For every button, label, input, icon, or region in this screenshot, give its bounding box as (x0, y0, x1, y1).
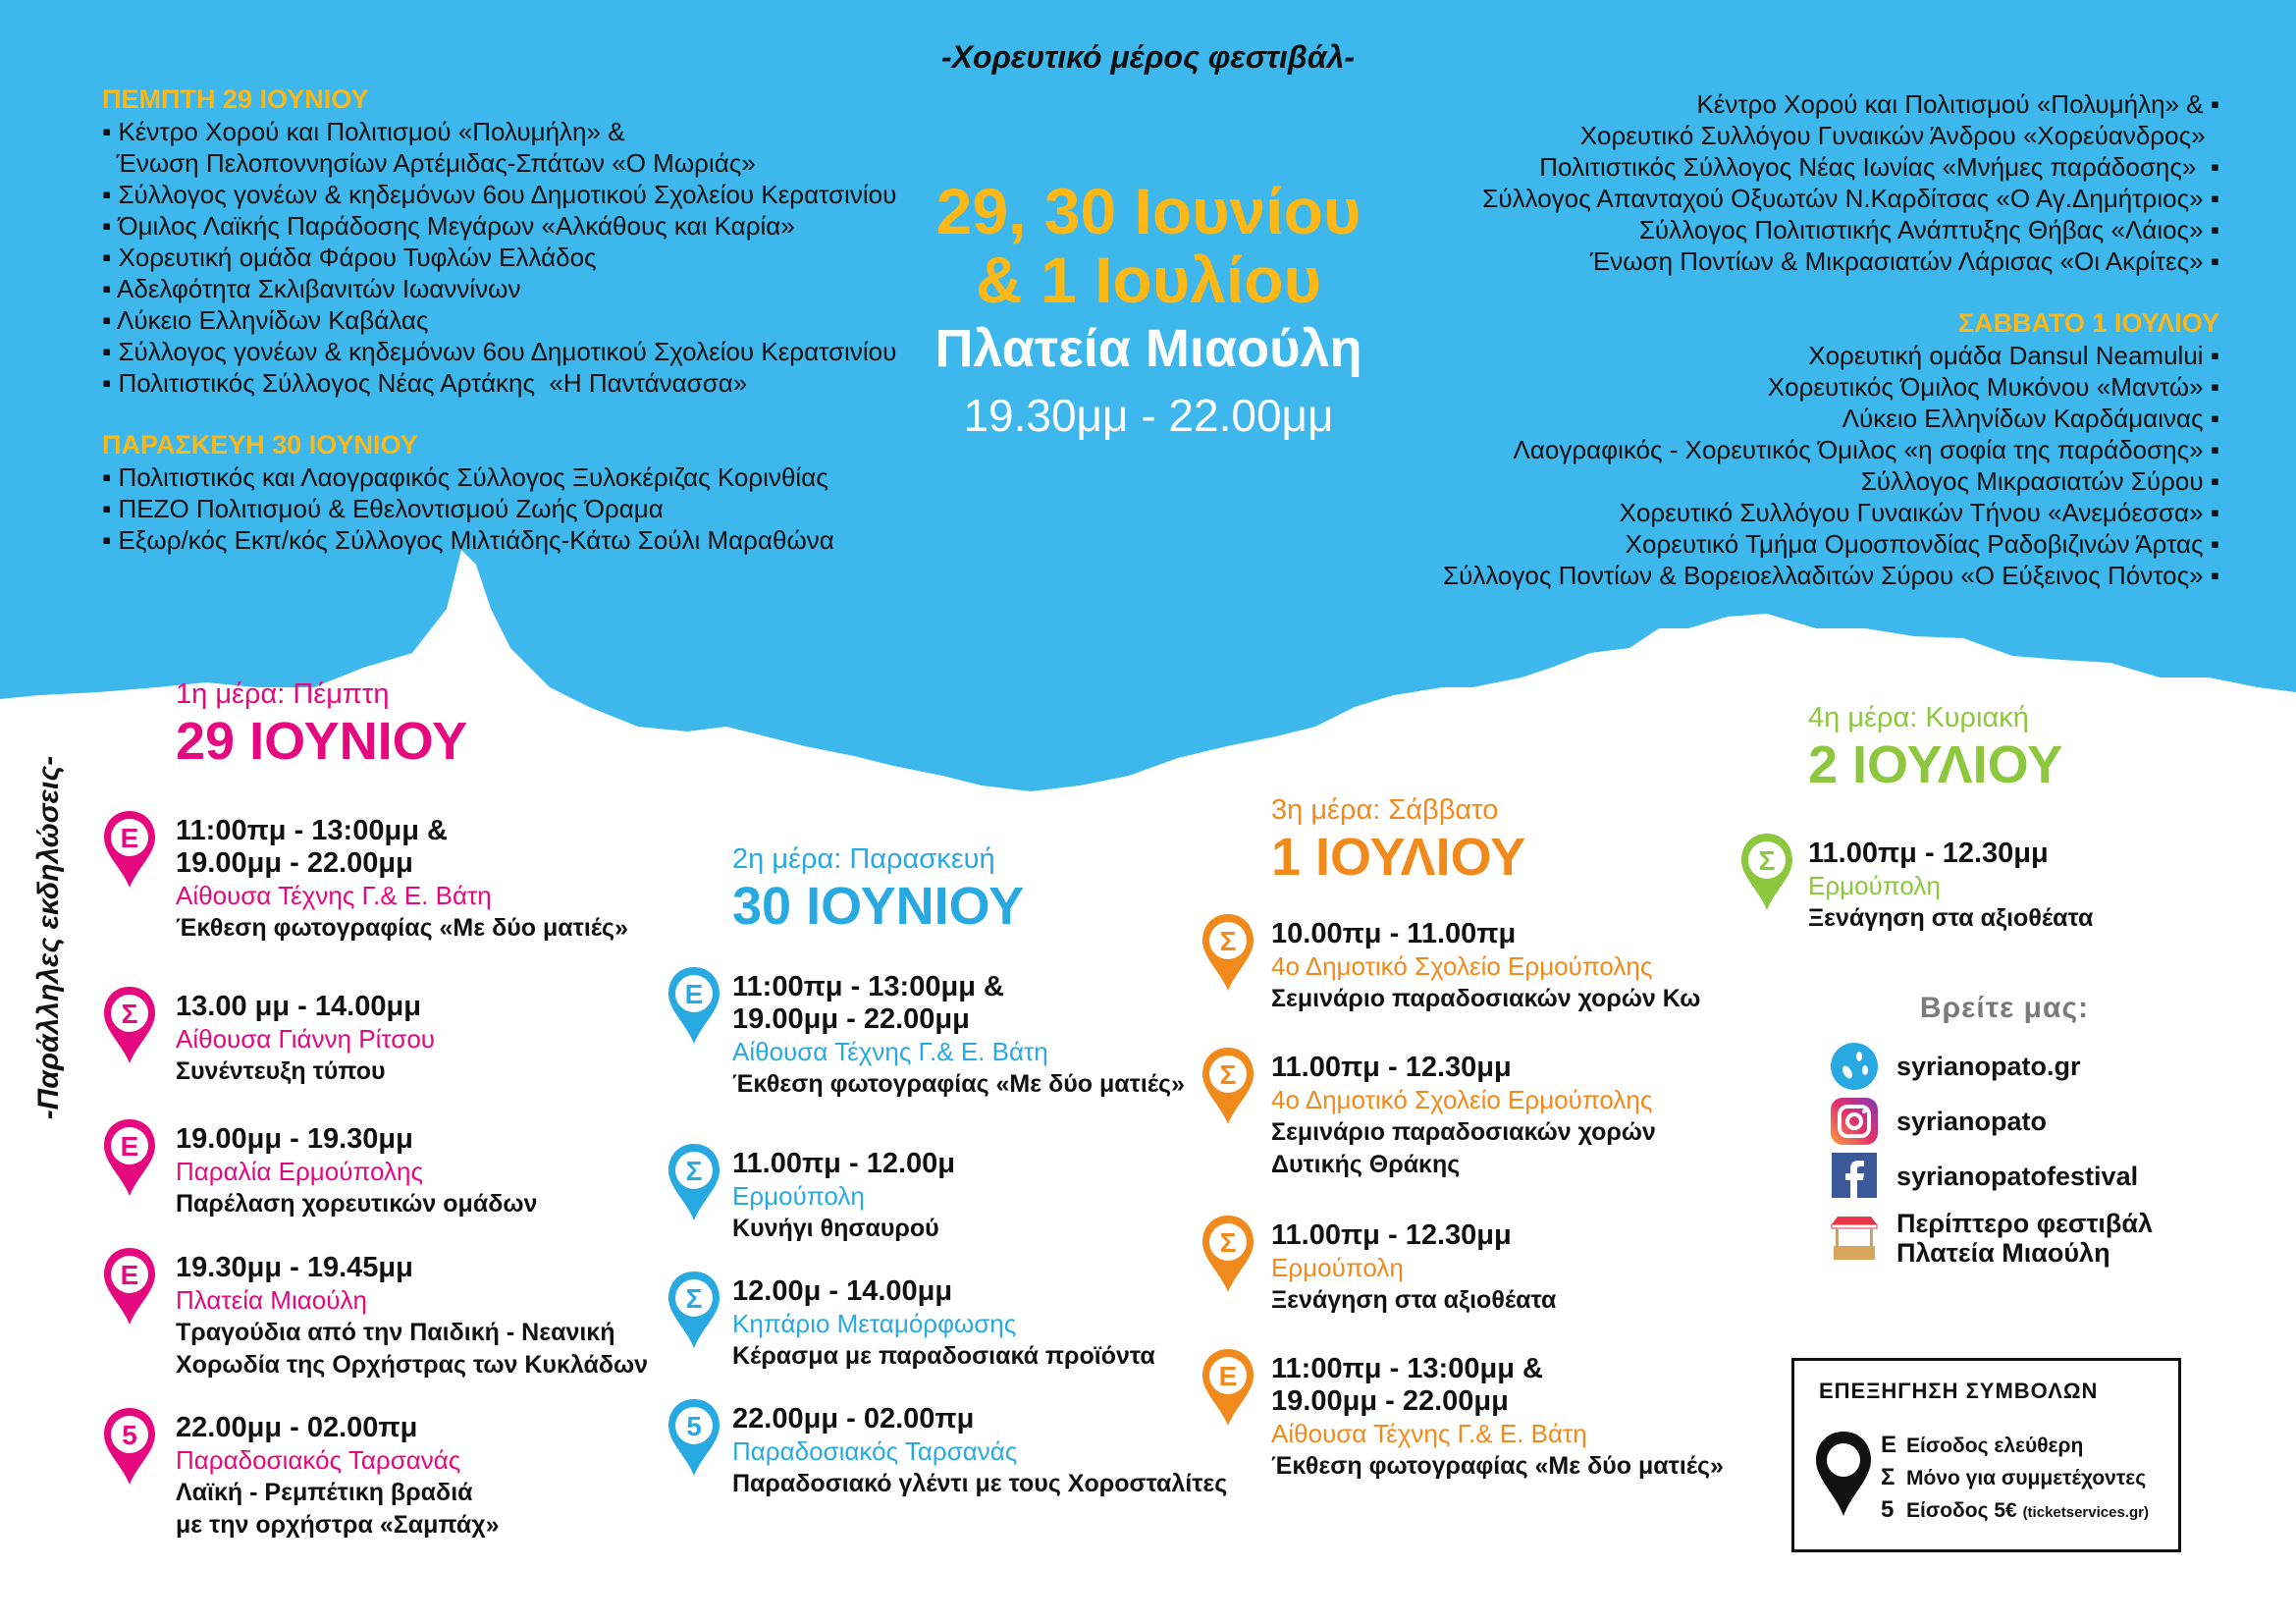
svg-text:Σ: Σ (1219, 1227, 1237, 1258)
event-venue: Παραδοσιακός Ταρσανάς (732, 1436, 1018, 1466)
legend-text: Είσοδος 5€ (1906, 1499, 2017, 1522)
event-venue: Αίθουσα Τέχνης Γ.& Ε. Βάτη (176, 881, 492, 910)
event-venue: Παραδοσιακός Ταρσανάς (176, 1445, 461, 1475)
map-pin-icon (1814, 1430, 1873, 1518)
event-description: Έκθεση φωτογραφίας «Με δύο ματιές» (732, 1070, 1185, 1098)
participant-item: ▪ Λύκειο Ελληνίδων Καβάλας (102, 305, 429, 335)
ticket-pin-icon (102, 1406, 157, 1487)
event-time: 19.00μμ - 22.00μμ (176, 847, 413, 879)
event-description: Λαϊκή - Ρεμπέτικη βραδιά (176, 1479, 473, 1506)
event-item (732, 1275, 1155, 1373)
event-item (1271, 1052, 1656, 1181)
symbols-legend (1791, 1358, 2181, 1552)
free-entry-pin-icon (102, 1246, 157, 1326)
event-description: Έκθεση φωτογραφίας «Με δύο ματιές» (176, 914, 628, 942)
svg-text:5: 5 (122, 1420, 137, 1450)
event-time: 19.30μμ - 19.45μμ (176, 1252, 413, 1283)
participants-only-pin-icon (667, 1142, 721, 1222)
event-time: 11.00πμ - 12.00μ (732, 1148, 956, 1179)
event-item (1271, 1353, 1724, 1483)
participant-item: Ένωση Πελοποννησίων Αρτέμιδας-Σπάτων «Ο Μωριάς» (102, 148, 756, 178)
event-item (1271, 1219, 1556, 1317)
thursday-header: ΠΕΜΠΤΗ 29 ΙΟΥΝΙΟΥ (102, 84, 369, 114)
event-description: Σεμινάριο παραδοσιακών χορών Κω (1271, 985, 1701, 1012)
friday-header: ΠΑΡΑΣΚΕΥΗ 30 ΙΟΥΝΙΟΥ (102, 430, 418, 460)
event-time: 19.00μμ - 22.00μμ (1271, 1385, 1509, 1417)
legend-note: (ticketservices.gr) (2022, 1504, 2149, 1521)
dates-line-1: 29, 30 Ιουνίου (935, 175, 1362, 247)
find-us-label-line: syrianopato.gr (1896, 1052, 2081, 1081)
day-label: 2η μέρα: Παρασκευή (732, 843, 995, 875)
participant-item: Χορευτική ομάδα Dansul Neamului ▪ (1808, 341, 2219, 370)
free-entry-pin-icon (102, 809, 157, 890)
event-time: 19.00μμ - 22.00μμ (732, 1003, 970, 1035)
event-time: 11:00πμ - 13:00μμ & (176, 815, 448, 846)
dates-line-2: & 1 Ιουλίου (976, 244, 1321, 316)
day-header (1808, 701, 2062, 795)
event-description: Παρέλαση χορευτικών ομάδων (176, 1190, 538, 1218)
event-venue: Αίθουσα Τέχνης Γ.& Ε. Βάτη (1271, 1419, 1587, 1448)
main-event-info (883, 177, 1414, 448)
event-time: 22.00μμ - 02.00πμ (732, 1403, 975, 1435)
participant-item: ▪ ΠΕΖΟ Πολιτισμού & Εθελοντισμού Ζωής Όραμα (102, 494, 664, 523)
participant-item: ▪ Όμιλος Λαϊκής Παράδοσης Μεγάρων «Αλκάθους και Καρία» (102, 211, 795, 241)
legend-symbol: 5 (1881, 1496, 1895, 1523)
parallel-events-title (20, 731, 79, 1144)
event-time: 19.00μμ - 19.30μμ (176, 1123, 413, 1155)
find-us-item[interactable] (1828, 1149, 2181, 1204)
participants-only-pin-icon (102, 985, 157, 1065)
participant-item: Χορευτικό Τμήμα Ομοσπονδίας Ραδοβιζινών Άρτας ▪ (1625, 529, 2219, 559)
participant-item: Λαογραφικός - Χορευτικός Όμιλος «η σοφία της παράδοσης» ▪ (1513, 435, 2219, 464)
participant-item: ▪ Χορευτική ομάδα Φάρου Τυφλών Ελλάδος (102, 243, 597, 272)
event-description: Συνέντευξη τύπου (176, 1057, 386, 1085)
day-label: 3η μέρα: Σάββατο (1271, 794, 1499, 826)
legend-row (1881, 1494, 2149, 1529)
left-participants-list (102, 82, 896, 556)
participant-item: Ένωση Ποντίων & Μικρασιατών Λάρισας «Οι Ακρίτες» ▪ (1589, 246, 2219, 276)
event-time: 11.00πμ - 12.30μμ (1808, 838, 2049, 869)
instagram-icon (1828, 1096, 1881, 1147)
svg-text:5: 5 (686, 1411, 702, 1441)
participant-item: Πολιτιστικός Σύλλογος Νέας Ιωνίας «Μνήμες παράδοσης» ▪ (1539, 152, 2219, 182)
event-description: με την ορχήστρα «Σαμπάχ» (176, 1511, 500, 1539)
time-range: 19.30μμ - 22.00μμ (963, 390, 1334, 441)
saturday-header: ΣΑΒΒΑΤΟ 1 ΙΟΥΛΙΟΥ (1957, 308, 2219, 338)
event-item (176, 1123, 537, 1220)
svg-text:Σ: Σ (121, 999, 138, 1029)
kiosk-icon (1828, 1213, 1881, 1264)
day-title: 2 ΙΟΥΛΙΟΥ (1808, 735, 2063, 794)
legend-row (1881, 1430, 2149, 1462)
participant-item: ▪ Σύλλογος γονέων & κηδεμόνων 6ου Δημοτικού Σχολείου Κερατσινίου (102, 180, 897, 209)
participant-item: ▪ Πολιτιστικός και Λαογραφικός Σύλλογος Ξυλοκέριζας Κορινθίας (102, 462, 828, 492)
participants-only-pin-icon (1201, 912, 1255, 993)
event-description: Σεμινάριο παραδοσιακών χορών (1271, 1118, 1656, 1146)
event-description: Έκθεση φωτογραφίας «Με δύο ματιές» (1271, 1452, 1724, 1480)
event-description: Παραδοσιακό γλέντι με τους Χοροσταλίτες (732, 1470, 1228, 1497)
facebook-icon (1828, 1151, 1881, 1202)
participants-only-pin-icon (1739, 832, 1794, 912)
legend-row (1881, 1462, 2149, 1494)
find-us-label (1896, 1052, 2081, 1081)
event-time: 11:00πμ - 13:00μμ & (1271, 1353, 1543, 1384)
day-header (732, 842, 1024, 937)
event-description: Ξενάγηση στα αξιοθέατα (1808, 904, 2094, 932)
day-title: 29 ΙΟΥΝΙΟΥ (176, 712, 468, 771)
svg-text:Σ: Σ (1219, 926, 1237, 956)
participant-item: Χορευτικό Συλλόγου Γυναικών Άνδρου «Χορεύανδρος» (1579, 121, 2219, 150)
event-item (732, 1148, 955, 1245)
svg-text:Σ: Σ (685, 1283, 703, 1314)
svg-text:Σ: Σ (1758, 845, 1776, 876)
ticket-pin-icon (667, 1397, 721, 1478)
day-label: 4η μέρα: Κυριακή (1808, 702, 2029, 733)
event-description: Δυτικής Θράκης (1271, 1151, 1461, 1178)
find-us-label-line: syrianopatofestival (1896, 1162, 2139, 1191)
event-venue: Ερμούπολη (1271, 1253, 1404, 1282)
participants-only-pin-icon (1201, 1214, 1255, 1294)
free-entry-pin-icon (667, 965, 721, 1046)
svg-text:Ε: Ε (1218, 1361, 1238, 1391)
participant-item: ▪ Εξωρ/κός Εκπ/κός Σύλλογος Μιλτιάδης-Κάτω Σούλι Μαραθώνα (102, 525, 834, 555)
day-title: 30 ΙΟΥΝΙΟΥ (732, 877, 1025, 936)
day-label: 1η μέρα: Πέμπτη (176, 678, 390, 710)
participant-item: Σύλλογος Πολιτιστικής Ανάπτυξης Θήβας «Λάιος» ▪ (1638, 215, 2219, 244)
participant-item: Κέντρο Χορού και Πολιτισμού «Πολυμήλη» & ▪ (1696, 89, 2219, 119)
find-us-item[interactable] (1828, 1094, 2181, 1149)
right-participants-list (1443, 88, 2219, 591)
participant-item: Χορευτικό Συλλόγου Γυναικών Τήνου «Ανεμόεσσα» ▪ (1619, 498, 2219, 527)
find-us-item[interactable] (1828, 1204, 2181, 1272)
svg-text:Ε: Ε (120, 823, 139, 853)
event-item (176, 991, 435, 1088)
event-venue: Πλατεία Μιαούλη (176, 1285, 367, 1315)
event-item (176, 815, 628, 945)
svg-text:Ε: Ε (120, 1260, 139, 1290)
event-description: Κυνήγι θησαυρού (732, 1215, 939, 1242)
find-us-item[interactable] (1828, 1039, 2181, 1094)
day-header (176, 677, 467, 772)
find-us-label-line: syrianopato (1896, 1107, 2048, 1136)
participant-item: Σύλλογος Απανταχού Οξυωτών Ν.Καρδίτσας «Ο Αγ.Δημήτριος» ▪ (1482, 184, 2219, 213)
participants-only-pin-icon (667, 1270, 721, 1350)
event-item (732, 1403, 1227, 1500)
participant-item: Σύλλογος Ποντίων & Βορειοελλαδιτών Σύρου «Ο Εύξεινος Πόντος» ▪ (1443, 561, 2219, 590)
find-us-label (1896, 1107, 2047, 1136)
event-description: Τραγούδια από την Παιδική - Νεανική (176, 1319, 615, 1346)
event-time: 12.00μ - 14.00μμ (732, 1275, 953, 1307)
parallel-events-title-text: -Παράλληλες εκδηλώσεις- (32, 755, 65, 1120)
event-time: 22.00μμ - 02.00πμ (176, 1412, 418, 1443)
svg-text:Ε: Ε (684, 979, 704, 1009)
event-venue: Ερμούπολη (732, 1181, 865, 1211)
event-venue: Παραλία Ερμούπολης (176, 1157, 423, 1186)
legend-text: Μόνο για συμμετέχοντες (1906, 1467, 2147, 1489)
legend-symbol: Ε (1881, 1432, 1897, 1458)
find-us-label (1896, 1209, 2153, 1268)
event-venue: Ερμούπολη (1808, 871, 1941, 900)
svg-text:Ε: Ε (120, 1131, 139, 1162)
find-us (1828, 992, 2181, 1272)
legend-title: ΕΠΕΞΗΓΗΣΗ ΣΥΜΒΟΛΩΝ (1819, 1379, 2099, 1403)
event-item (176, 1252, 648, 1381)
find-us-label (1896, 1162, 2138, 1191)
event-venue: 4ο Δημοτικό Σχολείο Ερμούπολης (1271, 951, 1653, 981)
event-venue: Αίθουσα Γιάννη Ρίτσου (176, 1024, 435, 1054)
participant-item: Λύκειο Ελληνίδων Καρδάμαινας ▪ (1842, 404, 2219, 433)
participant-item: Χορευτικός Όμιλος Μυκόνου «Μαντώ» ▪ (1767, 372, 2219, 402)
event-description: Ξενάγηση στα αξιοθέατα (1271, 1286, 1557, 1314)
event-venue: Κηπάριο Μεταμόρφωσης (732, 1309, 1017, 1338)
event-item (176, 1412, 500, 1542)
participant-item: ▪ Πολιτιστικός Σύλλογος Νέας Αρτάκης «Η Παντάνασσα» (102, 368, 748, 398)
venue: Πλατεία Μιαούλη (934, 319, 1362, 378)
event-time: 11.00πμ - 12.30μμ (1271, 1052, 1512, 1083)
event-description: Χορωδία της Ορχήστρας των Κυκλάδων (176, 1351, 649, 1379)
find-us-title: Βρείτε μας: (1919, 992, 2090, 1024)
event-time: 11.00πμ - 12.30μμ (1271, 1219, 1512, 1251)
event-venue: 4ο Δημοτικό Σχολείο Ερμούπολης (1271, 1085, 1653, 1114)
participants-only-pin-icon (1201, 1046, 1255, 1126)
participant-item: ▪ Σύλλογος γονέων & κηδεμόνων 6ου Δημοτικού Σχολείου Κερατσινίου (102, 337, 897, 366)
festival-section-title: -Χορευτικό μέρος φεστιβάλ- (940, 39, 1356, 75)
legend-symbol: Σ (1881, 1464, 1896, 1490)
svg-text:Σ: Σ (1219, 1059, 1237, 1090)
participant-item: Σύλλογος Μικρασιατών Σύρου ▪ (1860, 466, 2219, 496)
event-time: 13.00 μμ - 14.00μμ (176, 991, 421, 1022)
day-title: 1 ΙΟΥΛΙΟΥ (1271, 828, 1526, 887)
event-description: Κέρασμα με παραδοσιακά προϊόντα (732, 1342, 1155, 1370)
event-item (1271, 918, 1700, 1015)
event-item (732, 971, 1185, 1101)
find-us-label-line: Περίπτερο φεστιβάλ (1896, 1209, 2153, 1238)
free-entry-pin-icon (102, 1117, 157, 1198)
participant-item: ▪ Κέντρο Χορού και Πολιτισμού «Πολυμήλη» & (102, 117, 625, 146)
legend-text: Είσοδος ελεύθερη (1906, 1435, 2084, 1457)
free-entry-pin-icon (1201, 1347, 1255, 1428)
participant-item: ▪ Αδελφότητα Σκλιβανιτών Ιωαννίνων (102, 274, 521, 303)
svg-text:Σ: Σ (685, 1156, 703, 1186)
event-item (1808, 838, 2093, 935)
event-venue: Αίθουσα Τέχνης Γ.& Ε. Βάτη (732, 1037, 1048, 1066)
event-time: 11:00πμ - 13:00μμ & (732, 971, 1004, 1002)
day-header (1271, 793, 1525, 888)
find-us-label-line: Πλατεία Μιαούλη (1896, 1238, 2110, 1268)
event-time: 10.00πμ - 11.00πμ (1271, 918, 1517, 949)
website-logo-icon (1828, 1041, 1881, 1092)
